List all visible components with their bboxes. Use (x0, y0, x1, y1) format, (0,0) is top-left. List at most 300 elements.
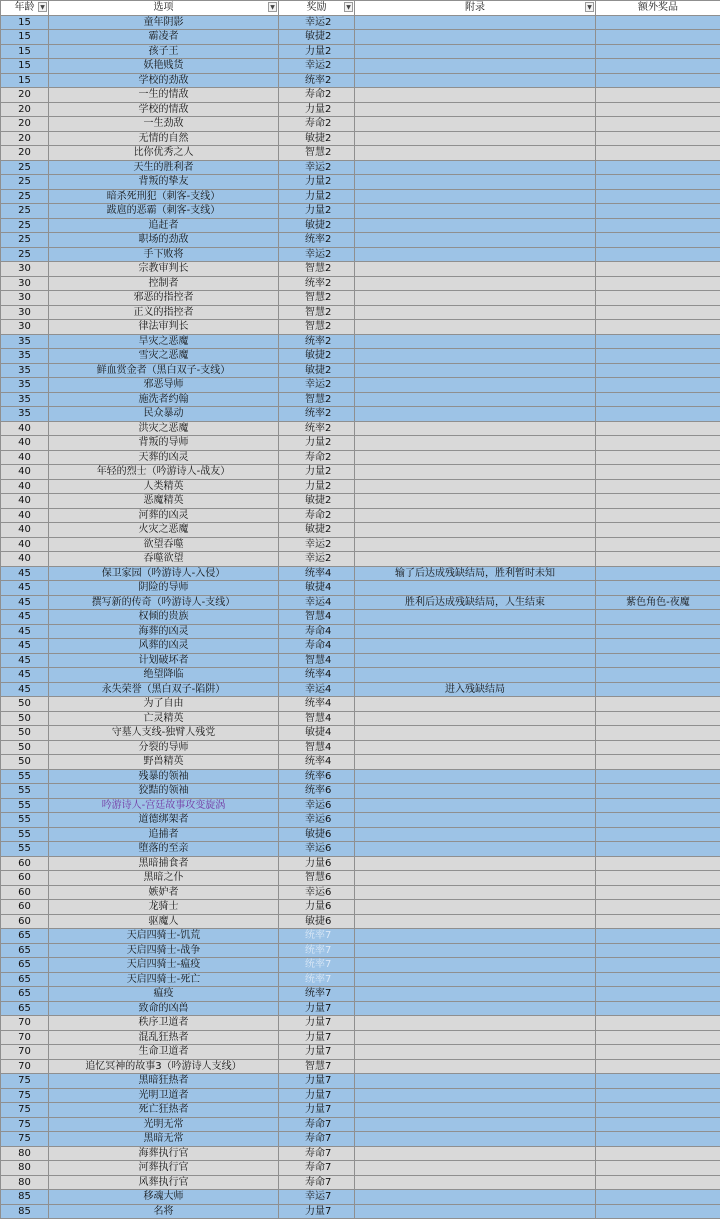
age-cell[interactable]: 65 (1, 972, 49, 987)
reward-cell[interactable]: 寿命7 (279, 1146, 355, 1161)
reward-cell[interactable]: 智慧4 (279, 610, 355, 625)
note-cell[interactable] (355, 1001, 596, 1016)
reward-cell[interactable]: 统率2 (279, 233, 355, 248)
note-cell[interactable] (355, 291, 596, 306)
option-cell[interactable]: 河葬的凶灵 (49, 508, 279, 523)
extra-cell[interactable] (596, 697, 720, 712)
extra-cell[interactable] (596, 1175, 720, 1190)
option-cell[interactable]: 瘟疫 (49, 987, 279, 1002)
reward-cell[interactable]: 智慧2 (279, 320, 355, 335)
age-cell[interactable]: 25 (1, 233, 49, 248)
reward-cell[interactable]: 寿命4 (279, 624, 355, 639)
option-cell[interactable]: 人类精英 (49, 479, 279, 494)
option-cell[interactable]: 霸凌者 (49, 30, 279, 45)
extra-cell[interactable] (596, 523, 720, 538)
option-cell[interactable]: 阴险的导师 (49, 581, 279, 596)
option-cell[interactable]: 施洗者约翰 (49, 392, 279, 407)
age-cell[interactable]: 45 (1, 595, 49, 610)
age-cell[interactable]: 30 (1, 262, 49, 277)
reward-cell[interactable]: 统率6 (279, 784, 355, 799)
age-cell[interactable]: 80 (1, 1161, 49, 1176)
age-cell[interactable]: 25 (1, 175, 49, 190)
option-cell[interactable]: 比你优秀之人 (49, 146, 279, 161)
reward-cell[interactable]: 敏捷6 (279, 914, 355, 929)
extra-cell[interactable] (596, 59, 720, 74)
extra-cell[interactable] (596, 784, 720, 799)
note-cell[interactable]: 胜利后达成残缺结局，人生结束 (355, 595, 596, 610)
reward-cell[interactable]: 力量7 (279, 1001, 355, 1016)
extra-cell[interactable] (596, 769, 720, 784)
option-cell[interactable]: 学校的劲敌 (49, 73, 279, 88)
note-cell[interactable] (355, 784, 596, 799)
extra-cell[interactable] (596, 813, 720, 828)
note-cell[interactable]: 进入残缺结局 (355, 682, 596, 697)
option-cell[interactable]: 堕落的至亲 (49, 842, 279, 857)
note-cell[interactable] (355, 334, 596, 349)
age-cell[interactable]: 15 (1, 59, 49, 74)
option-cell[interactable]: 光明卫道者 (49, 1088, 279, 1103)
reward-cell[interactable]: 智慧2 (279, 305, 355, 320)
age-cell[interactable]: 50 (1, 740, 49, 755)
header-reward[interactable] (279, 1, 355, 16)
note-cell[interactable] (355, 1045, 596, 1060)
note-cell[interactable] (355, 552, 596, 567)
filter-dropdown-icon[interactable]: ▼ (344, 2, 353, 12)
option-cell[interactable]: 分裂的导师 (49, 740, 279, 755)
extra-cell[interactable] (596, 1146, 720, 1161)
option-cell[interactable]: 嫉妒者 (49, 885, 279, 900)
note-cell[interactable] (355, 1059, 596, 1074)
reward-cell[interactable]: 寿命2 (279, 508, 355, 523)
option-cell[interactable]: 鲜血赏金者（黑白双子-支线） (49, 363, 279, 378)
extra-cell[interactable] (596, 450, 720, 465)
option-cell[interactable]: 学校的情敌 (49, 102, 279, 117)
extra-cell[interactable] (596, 798, 720, 813)
age-cell[interactable]: 45 (1, 566, 49, 581)
option-cell[interactable]: 风葬的凶灵 (49, 639, 279, 654)
age-cell[interactable]: 60 (1, 856, 49, 871)
age-cell[interactable]: 55 (1, 784, 49, 799)
option-cell[interactable]: 残暴的领袖 (49, 769, 279, 784)
age-cell[interactable]: 15 (1, 15, 49, 30)
option-cell[interactable]: 恶魔精英 (49, 494, 279, 509)
age-cell[interactable]: 45 (1, 653, 49, 668)
extra-cell[interactable] (596, 494, 720, 509)
note-cell[interactable] (355, 30, 596, 45)
reward-cell[interactable]: 幸运2 (279, 537, 355, 552)
note-cell[interactable] (355, 639, 596, 654)
age-cell[interactable]: 55 (1, 769, 49, 784)
note-cell[interactable] (355, 1175, 596, 1190)
age-cell[interactable]: 65 (1, 987, 49, 1002)
note-cell[interactable] (355, 363, 596, 378)
option-cell[interactable]: 野兽精英 (49, 755, 279, 770)
age-cell[interactable]: 45 (1, 639, 49, 654)
extra-cell[interactable] (596, 987, 720, 1002)
option-cell[interactable]: 天启四骑士-战争 (49, 943, 279, 958)
reward-cell[interactable]: 力量2 (279, 436, 355, 451)
age-cell[interactable]: 40 (1, 552, 49, 567)
option-cell[interactable]: 年轻的烈士（吟游诗人-战友） (49, 465, 279, 480)
extra-cell[interactable] (596, 88, 720, 103)
extra-cell[interactable] (596, 900, 720, 915)
reward-cell[interactable]: 统率4 (279, 566, 355, 581)
reward-cell[interactable]: 寿命7 (279, 1117, 355, 1132)
age-cell[interactable]: 40 (1, 494, 49, 509)
note-cell[interactable] (355, 1117, 596, 1132)
note-cell[interactable] (355, 900, 596, 915)
extra-cell[interactable] (596, 682, 720, 697)
reward-cell[interactable]: 统率6 (279, 769, 355, 784)
reward-cell[interactable]: 智慧2 (279, 291, 355, 306)
extra-cell[interactable] (596, 537, 720, 552)
note-cell[interactable] (355, 15, 596, 30)
option-cell[interactable]: 河葬执行官 (49, 1161, 279, 1176)
age-cell[interactable]: 85 (1, 1204, 49, 1219)
option-cell[interactable]: 天生的胜利者 (49, 160, 279, 175)
age-cell[interactable]: 75 (1, 1117, 49, 1132)
extra-cell[interactable] (596, 378, 720, 393)
note-cell[interactable] (355, 378, 596, 393)
reward-cell[interactable]: 统率4 (279, 668, 355, 683)
note-cell[interactable] (355, 146, 596, 161)
reward-cell[interactable]: 统率2 (279, 73, 355, 88)
note-cell[interactable] (355, 668, 596, 683)
reward-cell[interactable]: 力量7 (279, 1030, 355, 1045)
note-cell[interactable] (355, 972, 596, 987)
age-cell[interactable]: 50 (1, 711, 49, 726)
option-cell[interactable]: 名将 (49, 1204, 279, 1219)
reward-cell[interactable]: 智慧2 (279, 392, 355, 407)
option-cell[interactable]: 手下败将 (49, 247, 279, 262)
reward-cell[interactable]: 统率7 (279, 958, 355, 973)
extra-cell[interactable] (596, 320, 720, 335)
age-cell[interactable]: 20 (1, 146, 49, 161)
age-cell[interactable]: 80 (1, 1146, 49, 1161)
extra-cell[interactable] (596, 175, 720, 190)
reward-cell[interactable]: 力量2 (279, 465, 355, 480)
extra-cell[interactable] (596, 1030, 720, 1045)
reward-cell[interactable]: 力量2 (279, 44, 355, 59)
note-cell[interactable] (355, 943, 596, 958)
option-cell[interactable]: 生命卫道者 (49, 1045, 279, 1060)
extra-cell[interactable] (596, 856, 720, 871)
reward-cell[interactable]: 智慧4 (279, 711, 355, 726)
header-option[interactable] (49, 1, 279, 16)
reward-cell[interactable]: 智慧4 (279, 653, 355, 668)
age-cell[interactable]: 40 (1, 508, 49, 523)
note-cell[interactable] (355, 624, 596, 639)
option-cell[interactable]: 跋扈的恶霸（刺客-支线） (49, 204, 279, 219)
note-cell[interactable] (355, 610, 596, 625)
option-cell[interactable]: 邪恶的指控者 (49, 291, 279, 306)
extra-cell[interactable] (596, 914, 720, 929)
header-note[interactable] (355, 1, 596, 16)
reward-cell[interactable]: 幸运6 (279, 813, 355, 828)
note-cell[interactable] (355, 697, 596, 712)
option-cell[interactable]: 黑暗无常 (49, 1132, 279, 1147)
extra-cell[interactable] (596, 189, 720, 204)
option-cell[interactable]: 黑暗之仆 (49, 871, 279, 886)
note-cell[interactable] (355, 407, 596, 422)
note-cell[interactable] (355, 276, 596, 291)
extra-cell[interactable] (596, 668, 720, 683)
option-cell[interactable]: 天启四骑士-死亡 (49, 972, 279, 987)
reward-cell[interactable]: 力量2 (279, 175, 355, 190)
option-cell[interactable]: 追忆冥神的故事3（吟游诗人支线） (49, 1059, 279, 1074)
extra-cell[interactable] (596, 204, 720, 219)
option-cell[interactable]: 职场的劲敌 (49, 233, 279, 248)
note-cell[interactable] (355, 305, 596, 320)
note-cell[interactable] (355, 740, 596, 755)
reward-cell[interactable]: 敏捷2 (279, 131, 355, 146)
note-cell[interactable] (355, 769, 596, 784)
option-cell[interactable]: 欲望吞噬 (49, 537, 279, 552)
option-cell[interactable]: 绝望降临 (49, 668, 279, 683)
extra-cell[interactable] (596, 1161, 720, 1176)
extra-cell[interactable] (596, 436, 720, 451)
option-cell[interactable]: 天启四骑士-饥荒 (49, 929, 279, 944)
note-cell[interactable]: 输了后达成残缺结局，胜利暂时未知 (355, 566, 596, 581)
option-cell[interactable]: 无情的自然 (49, 131, 279, 146)
note-cell[interactable] (355, 523, 596, 538)
note-cell[interactable] (355, 479, 596, 494)
extra-cell[interactable] (596, 102, 720, 117)
reward-cell[interactable]: 敏捷2 (279, 494, 355, 509)
age-cell[interactable]: 50 (1, 697, 49, 712)
age-cell[interactable]: 30 (1, 320, 49, 335)
extra-cell[interactable] (596, 610, 720, 625)
note-cell[interactable] (355, 1088, 596, 1103)
extra-cell[interactable] (596, 465, 720, 480)
option-cell[interactable]: 宗教审判长 (49, 262, 279, 277)
option-cell[interactable]: 死亡狂热者 (49, 1103, 279, 1118)
age-cell[interactable]: 45 (1, 682, 49, 697)
option-cell[interactable]: 雪灾之恶魔 (49, 349, 279, 364)
age-cell[interactable]: 35 (1, 363, 49, 378)
reward-cell[interactable]: 幸运2 (279, 15, 355, 30)
reward-cell[interactable]: 统率2 (279, 421, 355, 436)
extra-cell[interactable] (596, 421, 720, 436)
extra-cell[interactable] (596, 740, 720, 755)
reward-cell[interactable]: 幸运6 (279, 842, 355, 857)
reward-cell[interactable]: 寿命7 (279, 1175, 355, 1190)
extra-cell[interactable] (596, 943, 720, 958)
note-cell[interactable] (355, 218, 596, 233)
note-cell[interactable] (355, 726, 596, 741)
reward-cell[interactable]: 幸运2 (279, 59, 355, 74)
extra-cell[interactable] (596, 972, 720, 987)
age-cell[interactable]: 25 (1, 160, 49, 175)
reward-cell[interactable]: 智慧2 (279, 262, 355, 277)
option-cell[interactable]: 风葬执行官 (49, 1175, 279, 1190)
option-cell[interactable]: 火灾之恶魔 (49, 523, 279, 538)
extra-cell[interactable] (596, 566, 720, 581)
note-cell[interactable] (355, 494, 596, 509)
note-cell[interactable] (355, 450, 596, 465)
note-cell[interactable] (355, 885, 596, 900)
option-cell[interactable]: 计划破坏者 (49, 653, 279, 668)
extra-cell[interactable] (596, 30, 720, 45)
note-cell[interactable] (355, 1103, 596, 1118)
note-cell[interactable] (355, 349, 596, 364)
age-cell[interactable]: 55 (1, 827, 49, 842)
option-cell[interactable]: 海葬的凶灵 (49, 624, 279, 639)
option-cell[interactable]: 童年阴影 (49, 15, 279, 30)
age-cell[interactable]: 35 (1, 378, 49, 393)
note-cell[interactable] (355, 1190, 596, 1205)
age-cell[interactable]: 55 (1, 813, 49, 828)
extra-cell[interactable]: 紫色角色-夜魔 (596, 595, 720, 610)
reward-cell[interactable]: 寿命2 (279, 117, 355, 132)
age-cell[interactable]: 75 (1, 1088, 49, 1103)
note-cell[interactable] (355, 1030, 596, 1045)
option-cell[interactable]: 驱魔人 (49, 914, 279, 929)
age-cell[interactable]: 65 (1, 929, 49, 944)
option-cell[interactable]: 为了自由 (49, 697, 279, 712)
reward-cell[interactable]: 幸运2 (279, 247, 355, 262)
option-cell[interactable]: 天葬的凶灵 (49, 450, 279, 465)
reward-cell[interactable]: 力量6 (279, 900, 355, 915)
option-cell[interactable]: 吟游诗人-宫廷故事攻变旋涡 (49, 798, 279, 813)
age-cell[interactable]: 40 (1, 479, 49, 494)
reward-cell[interactable]: 智慧7 (279, 1059, 355, 1074)
reward-cell[interactable]: 敏捷2 (279, 218, 355, 233)
note-cell[interactable] (355, 929, 596, 944)
reward-cell[interactable]: 统率7 (279, 987, 355, 1002)
option-cell[interactable]: 权倾的贵族 (49, 610, 279, 625)
reward-cell[interactable]: 力量2 (279, 204, 355, 219)
extra-cell[interactable] (596, 218, 720, 233)
option-cell[interactable]: 正义的指控者 (49, 305, 279, 320)
note-cell[interactable] (355, 160, 596, 175)
extra-cell[interactable] (596, 581, 720, 596)
age-cell[interactable]: 25 (1, 218, 49, 233)
note-cell[interactable] (355, 247, 596, 262)
age-cell[interactable]: 45 (1, 668, 49, 683)
reward-cell[interactable]: 统率7 (279, 943, 355, 958)
reward-cell[interactable]: 力量7 (279, 1103, 355, 1118)
age-cell[interactable]: 60 (1, 900, 49, 915)
reward-cell[interactable]: 统率7 (279, 929, 355, 944)
age-cell[interactable]: 70 (1, 1016, 49, 1031)
extra-cell[interactable] (596, 146, 720, 161)
age-cell[interactable]: 25 (1, 189, 49, 204)
extra-cell[interactable] (596, 291, 720, 306)
note-cell[interactable] (355, 508, 596, 523)
option-cell[interactable]: 永失荣誉（黑白双子-陷阱） (49, 682, 279, 697)
note-cell[interactable] (355, 537, 596, 552)
filter-dropdown-icon[interactable]: ▼ (38, 2, 47, 12)
option-cell[interactable]: 邪恶导师 (49, 378, 279, 393)
reward-cell[interactable]: 寿命4 (279, 639, 355, 654)
extra-cell[interactable] (596, 1132, 720, 1147)
note-cell[interactable] (355, 392, 596, 407)
option-cell[interactable]: 亡灵精英 (49, 711, 279, 726)
reward-cell[interactable]: 统率2 (279, 334, 355, 349)
age-cell[interactable]: 35 (1, 349, 49, 364)
age-cell[interactable]: 70 (1, 1045, 49, 1060)
age-cell[interactable]: 50 (1, 755, 49, 770)
note-cell[interactable] (355, 436, 596, 451)
extra-cell[interactable] (596, 1204, 720, 1219)
reward-cell[interactable]: 寿命2 (279, 450, 355, 465)
option-cell[interactable]: 洪灾之恶魔 (49, 421, 279, 436)
extra-cell[interactable] (596, 1059, 720, 1074)
note-cell[interactable] (355, 813, 596, 828)
age-cell[interactable]: 40 (1, 436, 49, 451)
note-cell[interactable] (355, 856, 596, 871)
note-cell[interactable] (355, 465, 596, 480)
option-cell[interactable]: 致命的凶兽 (49, 1001, 279, 1016)
age-cell[interactable]: 20 (1, 131, 49, 146)
age-cell[interactable]: 25 (1, 247, 49, 262)
note-cell[interactable] (355, 175, 596, 190)
age-cell[interactable]: 45 (1, 610, 49, 625)
extra-cell[interactable] (596, 639, 720, 654)
note-cell[interactable] (355, 59, 596, 74)
note-cell[interactable] (355, 320, 596, 335)
extra-cell[interactable] (596, 247, 720, 262)
option-cell[interactable]: 孩子王 (49, 44, 279, 59)
age-cell[interactable]: 35 (1, 407, 49, 422)
filter-dropdown-icon[interactable]: ▼ (268, 2, 277, 12)
extra-cell[interactable] (596, 871, 720, 886)
age-cell[interactable]: 65 (1, 943, 49, 958)
age-cell[interactable]: 55 (1, 842, 49, 857)
option-cell[interactable]: 一生劲敌 (49, 117, 279, 132)
note-cell[interactable] (355, 102, 596, 117)
option-cell[interactable]: 道德绑架者 (49, 813, 279, 828)
reward-cell[interactable]: 统率4 (279, 697, 355, 712)
reward-cell[interactable]: 力量2 (279, 189, 355, 204)
age-cell[interactable]: 50 (1, 726, 49, 741)
age-cell[interactable]: 75 (1, 1132, 49, 1147)
extra-cell[interactable] (596, 479, 720, 494)
note-cell[interactable] (355, 189, 596, 204)
note-cell[interactable] (355, 1204, 596, 1219)
extra-cell[interactable] (596, 1117, 720, 1132)
option-cell[interactable]: 追捕者 (49, 827, 279, 842)
age-cell[interactable]: 35 (1, 392, 49, 407)
option-cell[interactable]: 移魂大师 (49, 1190, 279, 1205)
reward-cell[interactable]: 力量2 (279, 479, 355, 494)
note-cell[interactable] (355, 581, 596, 596)
extra-cell[interactable] (596, 276, 720, 291)
note-cell[interactable] (355, 233, 596, 248)
age-cell[interactable]: 55 (1, 798, 49, 813)
extra-cell[interactable] (596, 160, 720, 175)
note-cell[interactable] (355, 871, 596, 886)
age-cell[interactable]: 20 (1, 102, 49, 117)
extra-cell[interactable] (596, 726, 720, 741)
extra-cell[interactable] (596, 508, 720, 523)
reward-cell[interactable]: 力量7 (279, 1016, 355, 1031)
age-cell[interactable]: 80 (1, 1175, 49, 1190)
option-cell[interactable]: 律法审判长 (49, 320, 279, 335)
extra-cell[interactable] (596, 44, 720, 59)
note-cell[interactable] (355, 1146, 596, 1161)
extra-cell[interactable] (596, 624, 720, 639)
extra-cell[interactable] (596, 262, 720, 277)
extra-cell[interactable] (596, 958, 720, 973)
option-cell[interactable]: 混乱狂热者 (49, 1030, 279, 1045)
header-age[interactable] (1, 1, 49, 16)
note-cell[interactable] (355, 711, 596, 726)
extra-cell[interactable] (596, 334, 720, 349)
age-cell[interactable]: 40 (1, 421, 49, 436)
option-cell[interactable]: 追赶者 (49, 218, 279, 233)
